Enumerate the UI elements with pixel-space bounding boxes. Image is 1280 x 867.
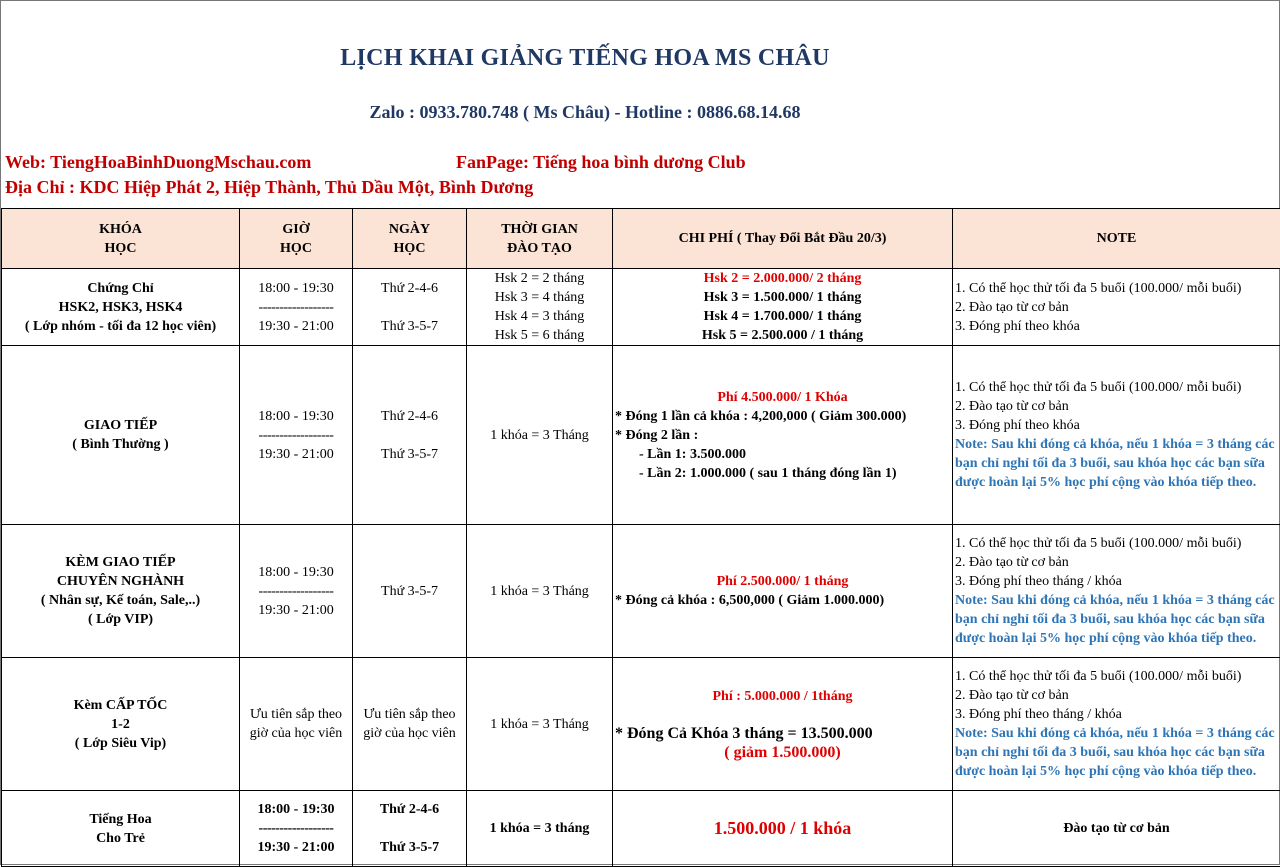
header-days: NGÀY HỌC <box>353 209 467 269</box>
note-captoc: 1. Có thể học thử tối đa 5 buổi (100.000/ mỗi buổi) 2. Đào tạo từ cơ bản 3. Đóng phí theo tháng / khóa Note: Sau khi đóng cả khóa, nếu 1 khóa = 3 tháng các bạn chỉ nghỉ tối đa 3 buổi, sau khóa học các bạn sữa được hoàn lại 5% học phí cộng vào khóa tiếp theo. <box>953 658 1280 791</box>
table-row-giaotiep <box>2 346 1280 525</box>
website-text: Web: TiengHoaBinhDuongMschau.com <box>5 152 311 173</box>
fee-kem: Phí 2.500.000/ 1 tháng * Đóng cả khóa : 6,500,000 ( Giảm 1.000.000) <box>613 525 953 658</box>
duration-hsk: Hsk 2 = 2 tháng Hsk 3 = 4 tháng Hsk 4 = 3 tháng Hsk 5 = 6 tháng <box>467 269 613 346</box>
course-hsk: Chứng Chỉ HSK2, HSK3, HSK4 ( Lớp nhóm - tối đa 12 học viên) <box>2 269 240 346</box>
fanpage-text: FanPage: Tiếng hoa bình dương Club <box>456 152 746 173</box>
table-row-kids <box>2 791 1280 867</box>
course-kem: KÈM GIAO TIẾP CHUYÊN NGHÀNH ( Nhân sự, Kế toán, Sale,..) ( Lớp VIP) <box>2 525 240 658</box>
days-captoc: Ưu tiên sắp theo giờ của học viên <box>353 658 467 791</box>
fee-kids: 1.500.000 / 1 khóa <box>613 791 953 867</box>
time-giaotiep: 18:00 - 19:30 ------------------ 19:30 - 21:00 <box>240 346 353 525</box>
fee-captoc: Phí : 5.000.000 / 1tháng * Đóng Cả Khóa 3 tháng = 13.500.000 ( giảm 1.500.000) <box>613 658 953 791</box>
header-cost: CHI PHÍ ( Thay Đổi Bắt Đầu 20/3) <box>613 209 953 269</box>
header-note: NOTE <box>953 209 1280 269</box>
days-hsk: Thứ 2-4-6 Thứ 3-5-7 <box>353 269 467 346</box>
duration-giaotiep: 1 khóa = 3 Tháng <box>467 346 613 525</box>
note-hsk: 1. Có thể học thử tối đa 5 buổi (100.000/ mỗi buổi) 2. Đào tạo từ cơ bản 3. Đóng phí theo khóa <box>953 269 1280 346</box>
table-row-captoc <box>2 658 1280 791</box>
time-captoc: Ưu tiên sắp theo giờ của học viên <box>240 658 353 791</box>
days-kids: Thứ 2-4-6 Thứ 3-5-7 <box>353 791 467 867</box>
duration-kids: 1 khóa = 3 tháng <box>467 791 613 867</box>
course-kids: Tiếng Hoa Cho Trẻ <box>2 791 240 867</box>
page-title: LỊCH KHAI GIẢNG TIẾNG HOA MS CHÂU <box>1 45 1169 72</box>
note-kids: Đào tạo từ cơ bản <box>953 791 1280 867</box>
course-captoc: Kèm CẤP TỐC 1-2 ( Lớp Siêu Vip) <box>2 658 240 791</box>
header-duration: THỜI GIAN ĐÀO TẠO <box>467 209 613 269</box>
note-kem: 1. Có thể học thử tối đa 5 buổi (100.000/ mỗi buổi) 2. Đào tạo từ cơ bản 3. Đóng phí theo tháng / khóa Note: Sau khi đóng cả khóa, nếu 1 khóa = 3 tháng các bạn chỉ nghỉ tối đa 3 buổi, sau khóa học các bạn sữa được hoàn lại 5% học phí cộng vào khóa tiếp theo. <box>953 525 1280 658</box>
days-kem: Thứ 3-5-7 <box>353 525 467 658</box>
table-row-hsk <box>2 269 1280 346</box>
duration-kem: 1 khóa = 3 Tháng <box>467 525 613 658</box>
schedule-table <box>1 208 1280 867</box>
time-hsk: 18:00 - 19:30 ------------------ 19:30 - 21:00 <box>240 269 353 346</box>
duration-captoc: 1 khóa = 3 Tháng <box>467 658 613 791</box>
header-time: GIỜ HỌC <box>240 209 353 269</box>
header-course: KHÓA HỌC <box>2 209 240 269</box>
table-header-row <box>2 209 1280 269</box>
fee-hsk: Hsk 2 = 2.000.000/ 2 tháng Hsk 3 = 1.500.000/ 1 tháng Hsk 4 = 1.700.000/ 1 tháng Hsk 5 = 2.500.000 / 1 tháng <box>613 269 953 346</box>
table-row-kem <box>2 525 1280 658</box>
fee-giaotiep: Phí 4.500.000/ 1 Khóa * Đóng 1 lần cả khóa : 4,200,000 ( Giảm 300.000) * Đóng 2 lần : - Lần 1: 3.500.000 - Lần 2: 1.000.000 ( sau 1 tháng đóng lần 1) <box>613 346 953 525</box>
time-kids: 18:00 - 19:30 ------------------ 19:30 - 21:00 <box>240 791 353 867</box>
course-giaotiep: GIAO TIẾP ( Bình Thường ) <box>2 346 240 525</box>
note-giaotiep: 1. Có thể học thử tối đa 5 buổi (100.000/ mỗi buổi) 2. Đào tạo từ cơ bản 3. Đóng phí theo khóa Note: Sau khi đóng cả khóa, nếu 1 khóa = 3 tháng các bạn chỉ nghỉ tối đa 3 buổi, sau khóa học các bạn sữa được hoàn lại 5% học phí cộng vào khóa tiếp theo. <box>953 346 1280 525</box>
contact-line: Zalo : 0933.780.748 ( Ms Châu) - Hotline : 0886.68.14.68 <box>1 102 1169 123</box>
address-text: Địa Chỉ : KDC Hiệp Phát 2, Hiệp Thành, Thủ Dầu Một, Bình Dương <box>5 177 533 198</box>
days-giaotiep: Thứ 2-4-6 Thứ 3-5-7 <box>353 346 467 525</box>
time-kem: 18:00 - 19:30 ------------------ 19:30 - 21:00 <box>240 525 353 658</box>
